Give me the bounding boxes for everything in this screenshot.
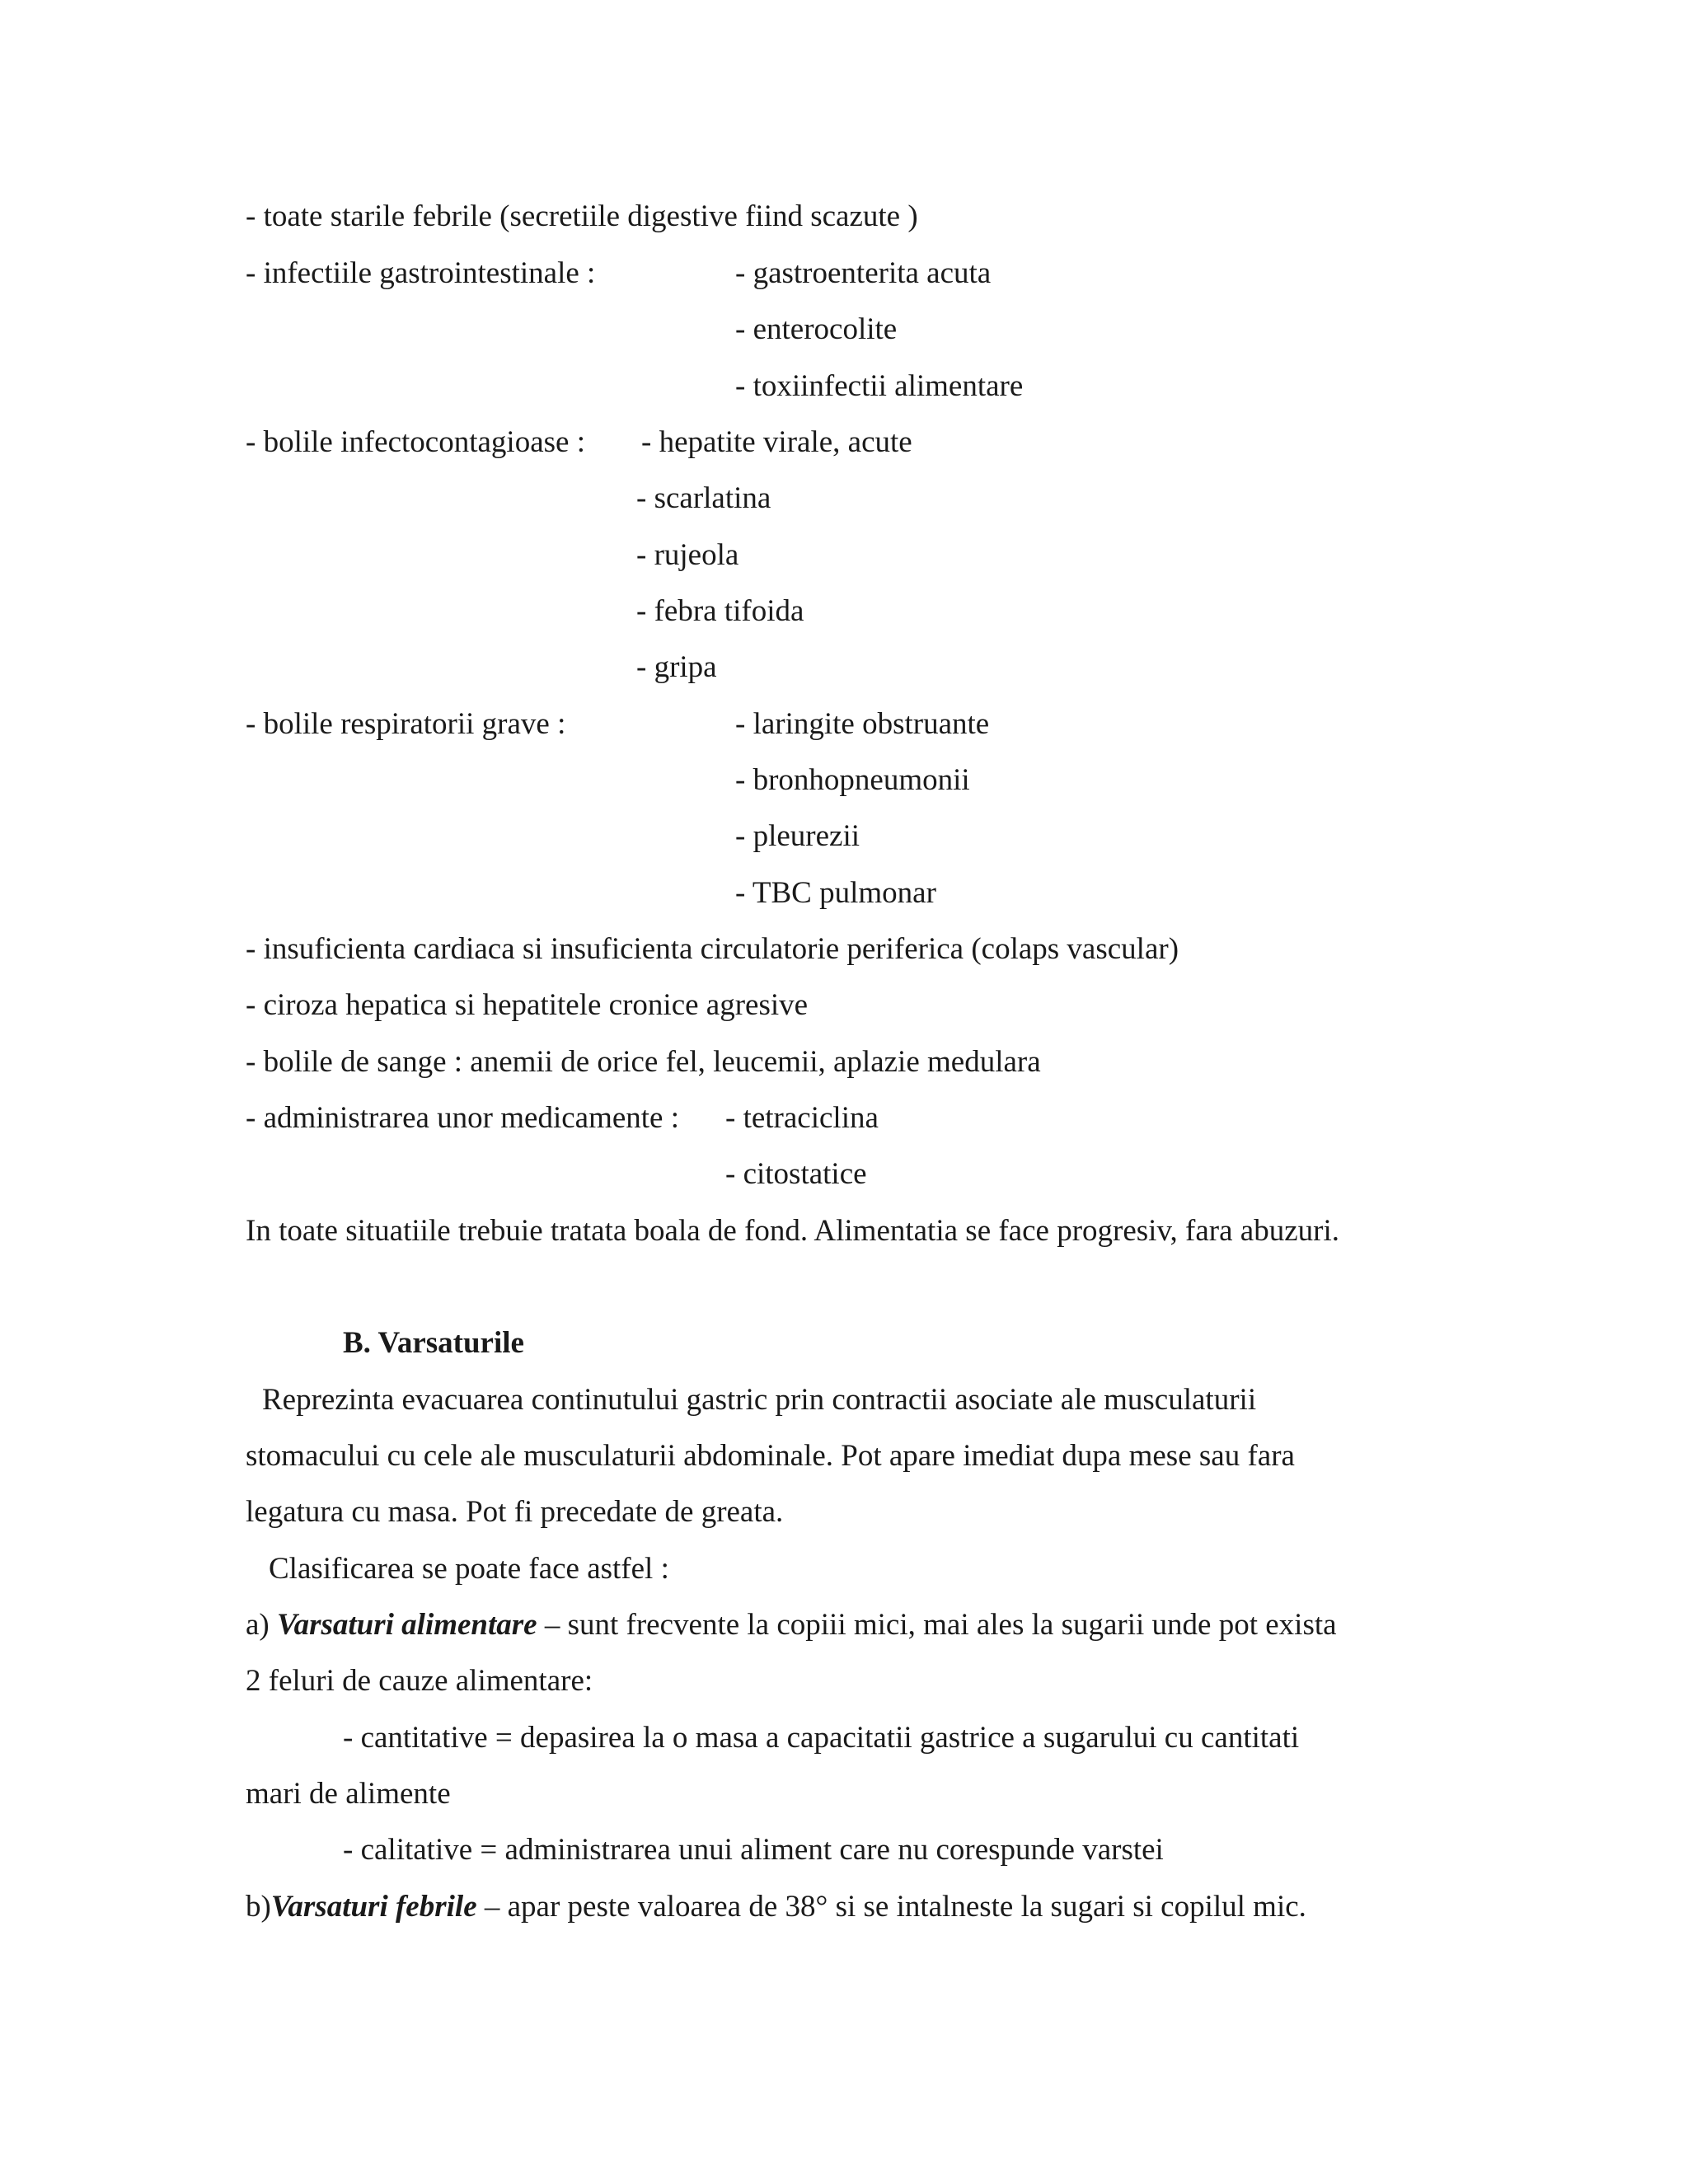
list-item: - scarlatina [636, 481, 771, 515]
list-item: - bronhopneumonii [735, 763, 970, 797]
list-item: - pleurezii [735, 819, 860, 853]
paragraph-line: legatura cu masa. Pot fi precedate de greata. [246, 1495, 784, 1529]
section-heading: B. Varsaturile [343, 1326, 524, 1360]
paragraph-line: 2 feluri de cauze alimentare: [246, 1664, 593, 1698]
item-text: – apar peste valoarea de 38° si se intalneste la sugari si copilul mic. [476, 1890, 1306, 1924]
list-item: - tetraciclina [725, 1101, 879, 1135]
paragraph-line: - calitative = administrarea unui aliment care nu corespunde varstei [343, 1833, 1164, 1867]
text-line: - insuficienta cardiaca si insuficienta circulatorie periferica (colaps vascular) [246, 932, 1179, 966]
item-prefix: b) [246, 1890, 271, 1924]
list-item: - hepatite virale, acute [641, 425, 912, 459]
list-item: - gastroenterita acuta [735, 256, 992, 290]
list-item: - toxiinfectii alimentare [735, 369, 1024, 403]
paragraph-line: In toate situatiile trebuie tratata boala de fond. Alimentatia se face progresiv, fara abuzuri. [246, 1214, 1339, 1248]
list-item: - enterocolite [735, 312, 898, 346]
list-item: - citostatice [725, 1157, 867, 1191]
text-line: - bolile infectocontagioase : [246, 425, 585, 459]
list-item: - gripa [636, 650, 717, 684]
list-item: - rujeola [636, 538, 739, 572]
text-line: - infectiile gastrointestinale : [246, 256, 596, 290]
classification-item-a [246, 1607, 1337, 1643]
term: Varsaturi alimentare [277, 1608, 537, 1642]
paragraph-line: mari de alimente [246, 1777, 451, 1811]
text-line: - toate starile febrile (secretiile digestive fiind scazute ) [246, 199, 918, 233]
list-item: - TBC pulmonar [735, 876, 936, 910]
text-line: - bolile respiratorii grave : [246, 707, 566, 741]
classification-item-b [246, 1889, 1306, 1925]
text-line: - bolile de sange : anemii de orice fel, leucemii, aplazie medulara [246, 1045, 1041, 1079]
paragraph-line: Reprezinta evacuarea continutului gastric prin contractii asociate ale musculaturii [262, 1383, 1257, 1417]
item-prefix: a) [246, 1608, 277, 1642]
text-line: - administrarea unor medicamente : [246, 1101, 680, 1135]
list-item: - febra tifoida [636, 594, 804, 628]
paragraph-line: stomacului cu cele ale musculaturii abdominale. Pot apare imediat dupa mese sau fara [246, 1439, 1295, 1473]
paragraph-line: - cantitative = depasirea la o masa a capacitatii gastrice a sugarului cu cantitati [343, 1721, 1300, 1755]
term: Varsaturi febrile [270, 1890, 477, 1924]
text-line: - ciroza hepatica si hepatitele cronice agresive [246, 988, 809, 1022]
paragraph-line: Clasificarea se poate face astfel : [269, 1552, 669, 1586]
list-item: - laringite obstruante [735, 707, 990, 741]
item-text: – sunt frecvente la copiii mici, mai ales la sugarii unde pot exista [537, 1608, 1337, 1642]
